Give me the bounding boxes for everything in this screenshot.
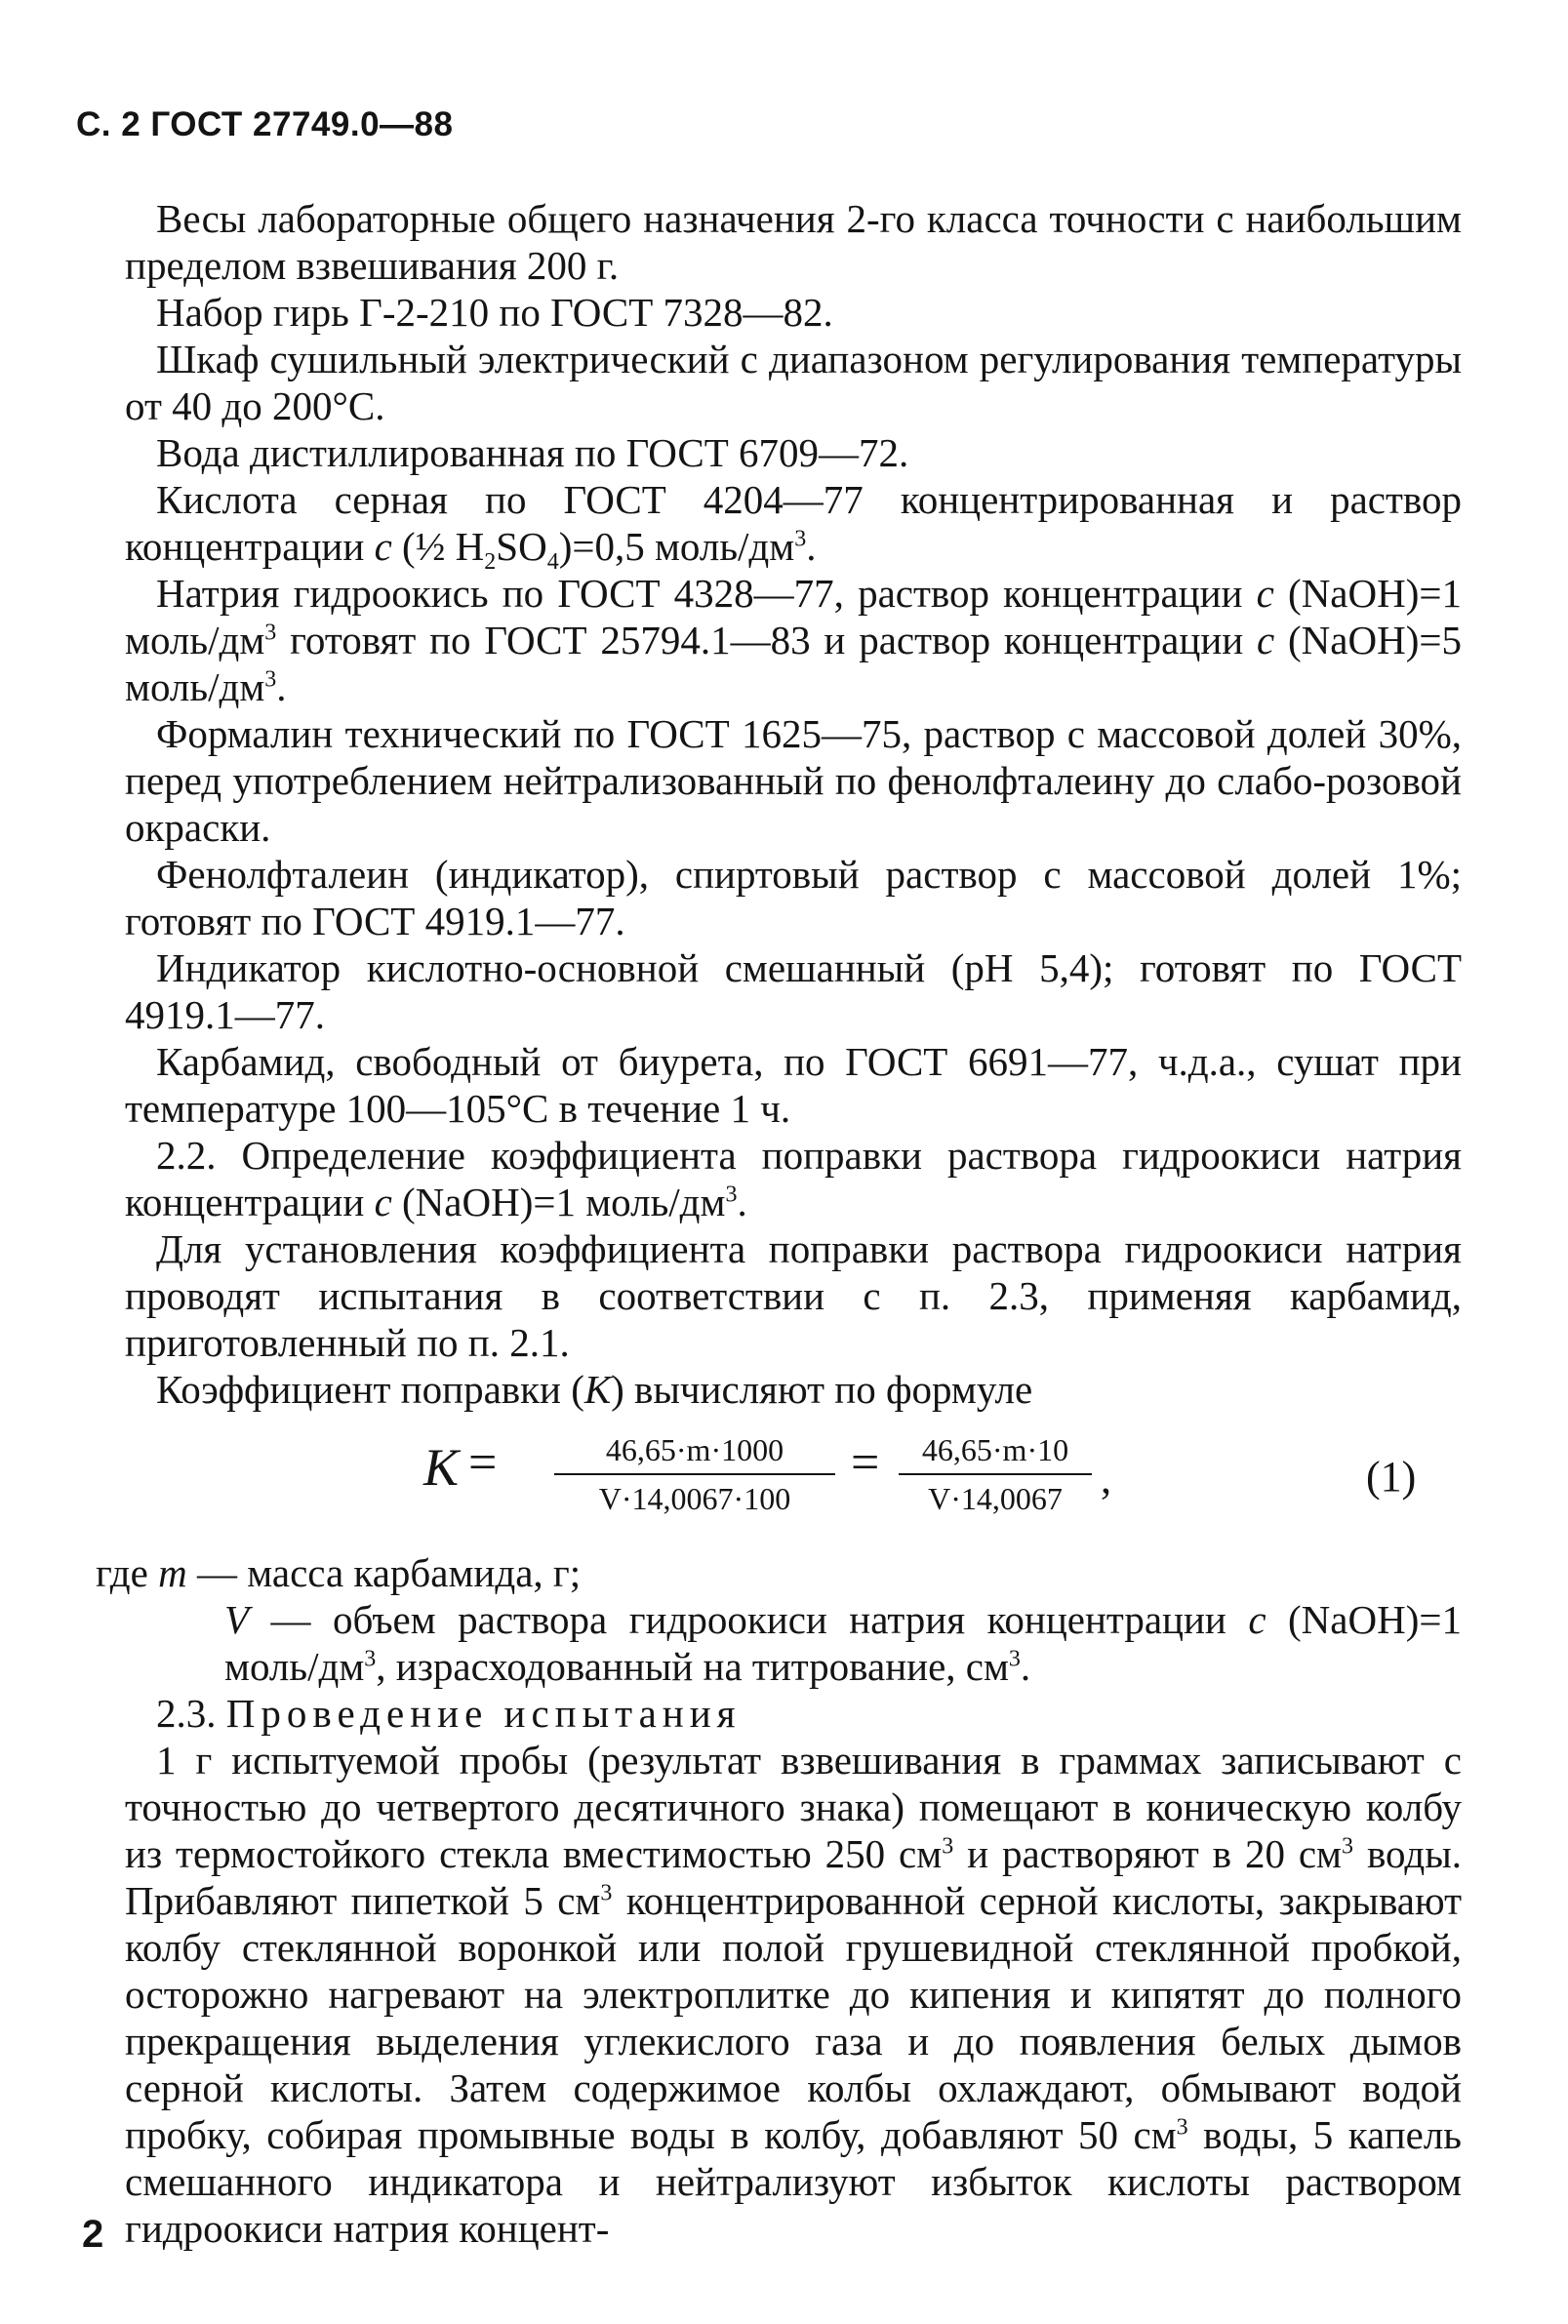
paragraph-setup: Для установления коэффициента поправки раствора гидроокиси натрия проводят испытания в соответствии с п. 2.3, применяя карбамид, приготовленный по п. 2.1.	[125, 1226, 1462, 1365]
acid-text-a: Кислота серная по ГОСТ 4204—77 концентрированная и раствор концентрации	[125, 477, 1462, 569]
acid-sub: 2	[484, 549, 497, 576]
paragraph-procedure	[125, 1737, 1462, 2252]
acid-text-b: (½ H	[391, 524, 485, 569]
naoh-text-a: Натрия гидроокись по ГОСТ 4328—77, раствор концентрации	[156, 571, 1257, 616]
procedure-text-e: воды, 5 капель смешанного индикатора и нейтрализуют избыток кислоты раствором гидроокиси натрия концент-	[125, 2112, 1462, 2251]
paragraph-carbamide: Карбамид, свободный от биурета, по ГОСТ 6691—77, ч.д.а., сушат при температуре 100—105°С в течение 1 ч.	[125, 1039, 1462, 1131]
naoh-sup2: 3	[264, 666, 277, 693]
legend-m-text: — масса карбамида, г;	[186, 1550, 582, 1595]
p22-c: с	[374, 1180, 392, 1224]
coef-text-a: Коэффициент поправки (	[156, 1367, 584, 1412]
procedure-text-a: 1 г испытуемой пробы (результат взвешивания в граммах записывают с точностью до четвертого десятичного знака) помещают в коническую колбу из термостойкого стекла вместимостью 250 см	[125, 1738, 1462, 1876]
p22-end: .	[737, 1180, 747, 1224]
p22-text-a: 2.2. Определение коэффициента поправки раствора гидроокиси натрия концентрации	[125, 1133, 1462, 1224]
paragraph-weights: Набор гирь Г-2-210 по ГОСТ 7328—82.	[156, 290, 833, 335]
acid-c: с	[374, 524, 392, 569]
formula-fraction-2	[899, 1430, 1092, 1518]
page-number: 2	[82, 2213, 104, 2256]
procedure-sup1: 3	[942, 1833, 954, 1860]
legend-v-end: .	[1020, 1644, 1031, 1689]
naoh-c2: с	[1257, 618, 1275, 662]
paragraph-water: Вода дистиллированная по ГОСТ 6709—72.	[156, 430, 909, 475]
formula-legend	[96, 1549, 1462, 1690]
procedure-text-c: воды. Прибавляют пипеткой 5 см	[125, 1831, 1462, 1923]
body-text	[96, 195, 1462, 2252]
procedure-sup3: 3	[600, 1880, 613, 1906]
section-2-3-title: Проведение испытания	[225, 1691, 742, 1736]
acid-text-b2: SO	[496, 524, 547, 569]
legend-v-text-a: — объем раствора гидроокиси натрия концентрации	[249, 1597, 1249, 1642]
paragraph-naoh	[125, 570, 1462, 710]
fraction-2-denominator: V·14,0067	[928, 1481, 1063, 1516]
acid-text-b3: )=0,5 моль/дм	[558, 524, 795, 569]
paragraph-coefficient	[125, 1366, 1462, 1413]
legend-m-symbol: m	[158, 1550, 187, 1595]
coef-k: К	[583, 1367, 612, 1412]
paragraph-oven: Шкаф сушильный электрический с диапазоном регулирования температуры от 40 до 200°С.	[125, 337, 1462, 428]
fraction-2-numerator: 46,65·m·10	[899, 1430, 1092, 1475]
naoh-end: .	[276, 664, 287, 709]
paragraph-indicator: Индикатор кислотно-основной смешанный (pH 5,4); готовят по ГОСТ 4919.1—77.	[125, 945, 1462, 1037]
paragraph-formalin: Формалин технический по ГОСТ 1625—75, раствор с массовой долей 30%, перед употреблением нейтрализованный по фенолфталеину до слабо-розовой окраски.	[125, 711, 1462, 850]
legend-m	[96, 1549, 1462, 1596]
legend-lead: где	[96, 1550, 159, 1595]
naoh-c1: с	[1256, 571, 1274, 616]
procedure-sup2: 3	[1342, 1833, 1354, 1860]
naoh-sup1: 3	[264, 620, 277, 646]
naoh-text-d: готовят по ГОСТ 25794.1—83 и раствор концентрации	[276, 618, 1258, 662]
formula-1	[125, 1422, 1462, 1538]
legend-v-sup: 3	[364, 1646, 377, 1672]
p22-text-b: (NaOH)=1 моль/дм	[391, 1180, 726, 1224]
legend-v-symbol: V	[224, 1597, 250, 1642]
paragraph-phenolphthalein: Фенолфталеин (индикатор), спиртовый раствор с массовой долей 1%; готовят по ГОСТ 4919.1—77.	[125, 852, 1462, 943]
formula-number: (1)	[1366, 1453, 1417, 1501]
formula-lhs: К	[423, 1438, 459, 1497]
coef-text-b: ) вычисляют по формуле	[611, 1367, 1033, 1412]
paragraph-2-2	[125, 1132, 1462, 1225]
acid-end: .	[806, 524, 817, 569]
procedure-sup4: 3	[1176, 2114, 1188, 2141]
p22-sup: 3	[725, 1182, 738, 1208]
legend-v-c: с	[1248, 1597, 1266, 1642]
formula-equals-2: =	[851, 1435, 880, 1491]
formula-comma: ,	[1101, 1455, 1111, 1503]
paragraph-acid	[125, 476, 1462, 576]
procedure-text-b: и растворяют в 20 см	[953, 1831, 1343, 1876]
formula-equals-1: =	[468, 1435, 498, 1491]
acid-sub2: 4	[546, 549, 559, 576]
naoh-text-e: (NaOH)=5 моль/дм	[125, 618, 1462, 709]
section-2-3-number: 2.3.	[156, 1691, 226, 1736]
page-header: С. 2 ГОСТ 27749.0—88	[76, 105, 454, 143]
legend-v	[224, 1596, 1462, 1690]
legend-v-text-c: , израсходованный на титрование, см	[376, 1644, 1009, 1689]
fraction-1-denominator: V·14,0067·100	[598, 1481, 791, 1516]
section-2-3-heading	[125, 1690, 1462, 1737]
naoh-text-b: (NaOH)=1 моль/дм	[125, 571, 1462, 662]
fraction-1-numerator: 46,65·m·1000	[554, 1430, 835, 1475]
paragraph-scales: Весы лабораторные общего назначения 2-го класса точности с наибольшим пределом взвешивания 200 г.	[125, 196, 1462, 288]
legend-v-text-b: (NaOH)=1 моль/дм	[224, 1597, 1462, 1689]
procedure-text-d: концентрированной серной кислоты, закрывают колбу стеклянной воронкой или полой грушевидной стеклянной пробкой, осторожно нагревают на электроплитке до кипения и кипятят до полного прекращения выделения углекислого газа и до появления белых дымов серной кислоты. Затем содержимое колбы охлаждают, обмывают водой пробку, собирая промывные воды в колбу, добавляют 50 см	[125, 1878, 1462, 2157]
formula-fraction-1	[554, 1430, 835, 1518]
acid-sup: 3	[794, 526, 807, 552]
legend-v-sup2: 3	[1008, 1646, 1021, 1672]
